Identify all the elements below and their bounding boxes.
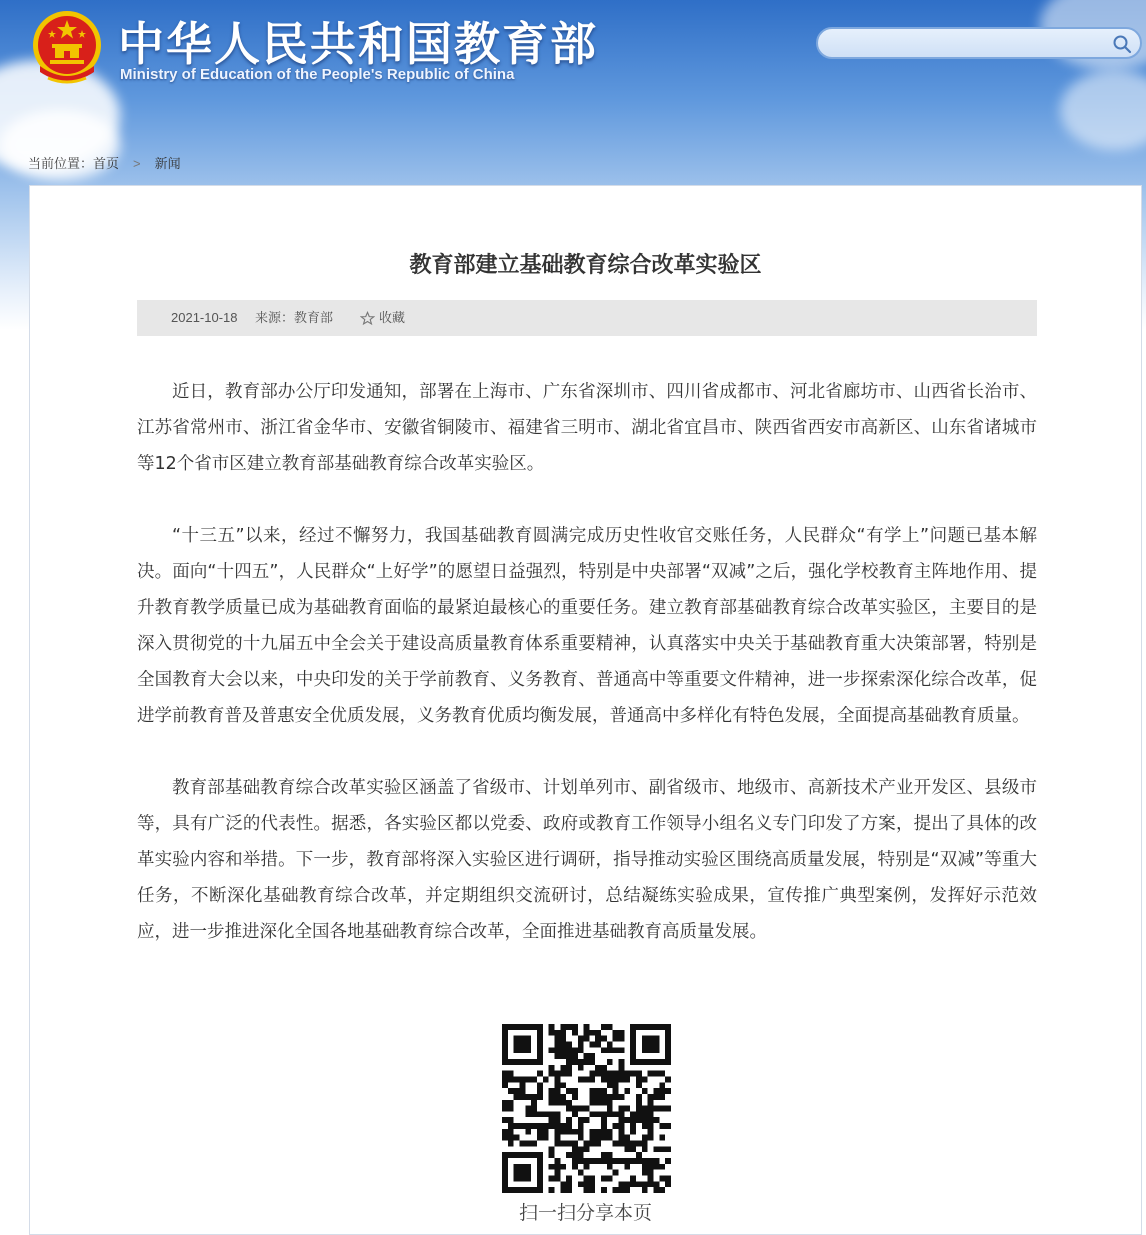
search-input[interactable]: [830, 32, 1104, 56]
site-subtitle: Ministry of Education of the People's Republic of China: [120, 66, 515, 83]
article-paragraph: “十三五”以来，经过不懈努力，我国基础教育圆满完成历史性收官交账任务，人民群众“有学上”问题已基本解决。面向“十四五”，人民群众“上好学”的愿望日益强烈，特别是中央部署“双减”之后，强化学校教育主阵地作用、提升教育教学质量已成为基础教育面临的最紧迫最核心的重要任务。建立教育部基础教育综合改革实验区，主要目的是深入贯彻党的十九届五中全会关于建设高质量教育体系重要精神，认真落实中央关于基础教育重大决策部署，特别是全国教育大会以来，中央印发的关于学前教育、义务教育、普通高中等重要文件精神，进一步探索深化综合改革，促进学前教育普及普惠安全优质发展，义务教育优质均衡发展，普通高中多样化有特色发展，全面提高基础教育质量。: [137, 526, 1037, 726]
site-title: 中华人民共和国教育部: [118, 19, 598, 70]
qr-caption: 扫一扫分享本页: [518, 1202, 652, 1224]
article-paragraph: 教育部基础教育综合改革实验区涵盖了省级市、计划单列市、副省级市、地级市、高新技术产业开发区、县级市等，具有广泛的代表性。据悉，各实验区都以党委、政府或教育工作领导小组名义专门印发了方案，提出了具体的改革实验内容和举措。下一步，教育部将深入实验区进行调研，指导推动实验区围绕高质量发展，特别是“双减”等重大任务，不断深化基础教育综合改革，并定期组织交流研讨，总结凝练实验成果，宣传推广典型案例，发挥好示范效应，进一步推进深化全国各地基础教育综合改革，全面推进基础教育高质量发展。: [137, 778, 1037, 942]
article-title: 教育部建立基础教育综合改革实验区: [409, 253, 762, 278]
article-paragraph: 近日，教育部办公厅印发通知，部署在上海市、广东省深圳市、四川省成都市、河北省廊坊市、山西省长治市、江苏省常州市、浙江省金华市、安徽省铜陵市、福建省三明市、湖北省宜昌市、陕西省西安市高新区、山东省诸城市等12个省市区建立教育部基础教育综合改革实验区。: [137, 382, 1037, 474]
search-icon[interactable]: [1112, 34, 1132, 54]
qr-code-icon: [502, 1024, 671, 1193]
favorite-button[interactable]: 收藏: [379, 310, 406, 325]
breadcrumb-home-link[interactable]: 首页: [93, 156, 120, 171]
article-body: [137, 374, 1037, 986]
article-date: 2021-10-18: [171, 310, 238, 325]
search-box[interactable]: [816, 27, 1142, 59]
breadcrumb-current-link[interactable]: 新闻: [154, 156, 181, 171]
breadcrumb: [28, 153, 181, 172]
article-container: [29, 185, 1142, 1235]
chevron-right-icon: >: [133, 156, 141, 171]
article-meta-bar: [137, 300, 1037, 336]
star-icon[interactable]: [360, 311, 375, 326]
breadcrumb-label: 当前位置：: [28, 156, 94, 171]
article-source: 来源：教育部: [255, 310, 334, 325]
national-emblem-icon: [30, 8, 104, 88]
cloud-decoration: [1060, 70, 1146, 150]
